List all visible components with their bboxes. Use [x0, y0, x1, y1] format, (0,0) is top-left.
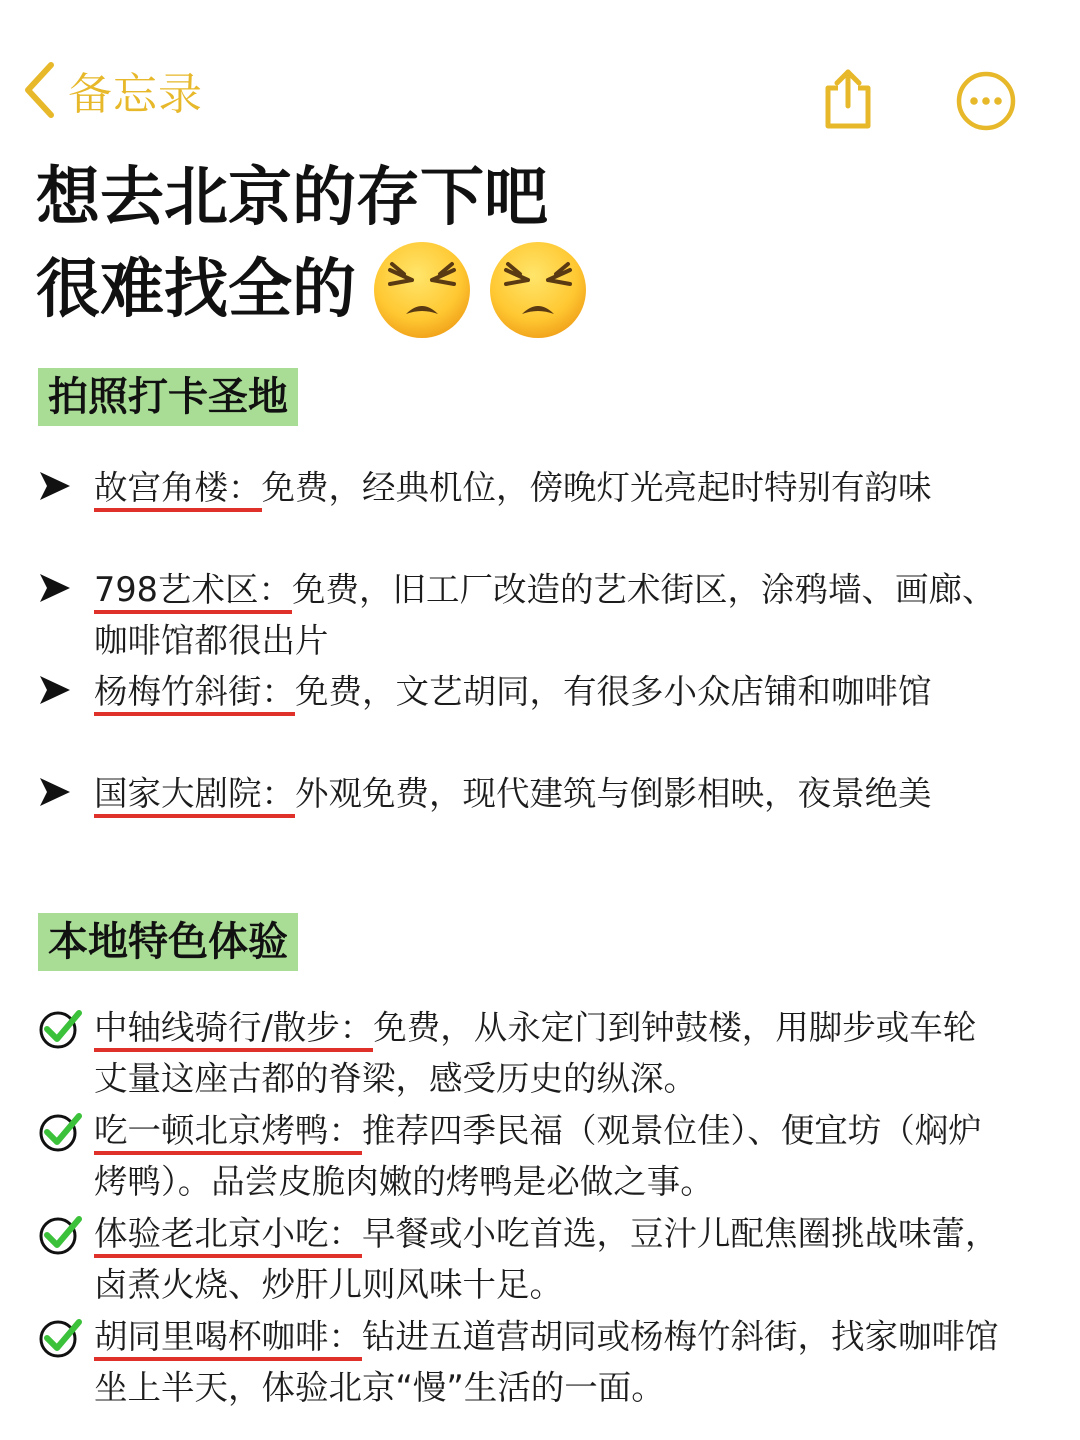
arrowhead-bullet-icon: [38, 674, 80, 716]
title-line-1: [36, 152, 588, 244]
more-button[interactable]: [955, 70, 1017, 132]
list-item-text: [94, 1311, 999, 1413]
green-checkmark-icon: [38, 1212, 80, 1254]
ellipsis-circle-icon: [955, 117, 1017, 136]
item-desc: 免费，文艺胡同，有很多小众店铺和咖啡馆: [295, 672, 932, 711]
list-item-text: [94, 462, 999, 513]
arrowhead-bullet-icon: [38, 470, 80, 512]
chevron-left-icon: [22, 61, 56, 119]
tired-face-emoji-icon: [488, 240, 588, 340]
item-term: 吃一顿北京烤鸭：: [94, 1111, 362, 1155]
item-term: 中轴线骑行/散步：: [94, 1008, 373, 1052]
back-label: 备忘录: [68, 69, 203, 120]
green-checkmark-icon: [38, 1006, 80, 1048]
item-term: 胡同里喝杯咖啡：: [94, 1317, 362, 1361]
item-desc: 推荐四季民福（观景位佳）、便宜坊（焖炉烤鸭）。品尝皮脆肉嫩的烤鸭是必做之事。: [94, 1111, 982, 1201]
item-term: 体验老北京小吃：: [94, 1214, 362, 1258]
item-term: 国家大剧院：: [94, 774, 295, 818]
item-term: 故宫角楼：: [94, 468, 262, 512]
title-line-2-text: 很难找全的: [36, 253, 356, 327]
list-item-text: [94, 768, 999, 819]
nav-bar: [0, 0, 1080, 150]
item-desc: 免费，旧工厂改造的艺术街区，涂鸦墙、画廊、咖啡馆都很出片: [94, 570, 996, 660]
title-line-2: [36, 244, 588, 336]
title-line-1-text: 想去北京的存下吧: [36, 161, 548, 235]
section-heading-local-experience: 本地特色体验: [38, 913, 298, 971]
back-button[interactable]: [22, 58, 203, 122]
arrowhead-bullet-icon: [38, 776, 80, 818]
item-term: 杨梅竹斜街：: [94, 672, 295, 716]
item-desc: 免费，经典机位，傍晚灯光亮起时特别有韵味: [261, 468, 932, 507]
tired-face-emoji-icon: [372, 240, 472, 340]
share-button[interactable]: [818, 66, 878, 132]
share-icon: [818, 117, 878, 136]
green-checkmark-icon: [38, 1109, 80, 1151]
list-item-text: [94, 564, 999, 666]
item-desc: 钻进五道营胡同或杨梅竹斜街，找家咖啡馆坐上半天，体验北京“慢”生活的一面。: [94, 1317, 999, 1407]
list-item-text: [94, 666, 999, 717]
note-title: [36, 152, 588, 336]
item-term: 798艺术区：: [94, 570, 292, 614]
arrowhead-bullet-icon: [38, 572, 80, 614]
list-item-text: [94, 1002, 999, 1104]
item-desc: 外观免费，现代建筑与倒影相映，夜景绝美: [295, 774, 932, 813]
list-item-text: [94, 1208, 999, 1310]
section-heading-photo-spots: 拍照打卡圣地: [38, 368, 298, 426]
item-desc: 免费，从永定门到钟鼓楼，用脚步或车轮丈量这座古都的脊梁，感受历史的纵深。: [94, 1008, 977, 1098]
green-checkmark-icon: [38, 1315, 80, 1357]
item-desc: 早餐或小吃首选，豆汁儿配焦圈挑战味蕾，卤煮火烧、炒肝儿则风味十足。: [94, 1214, 999, 1304]
list-item-text: [94, 1105, 999, 1207]
